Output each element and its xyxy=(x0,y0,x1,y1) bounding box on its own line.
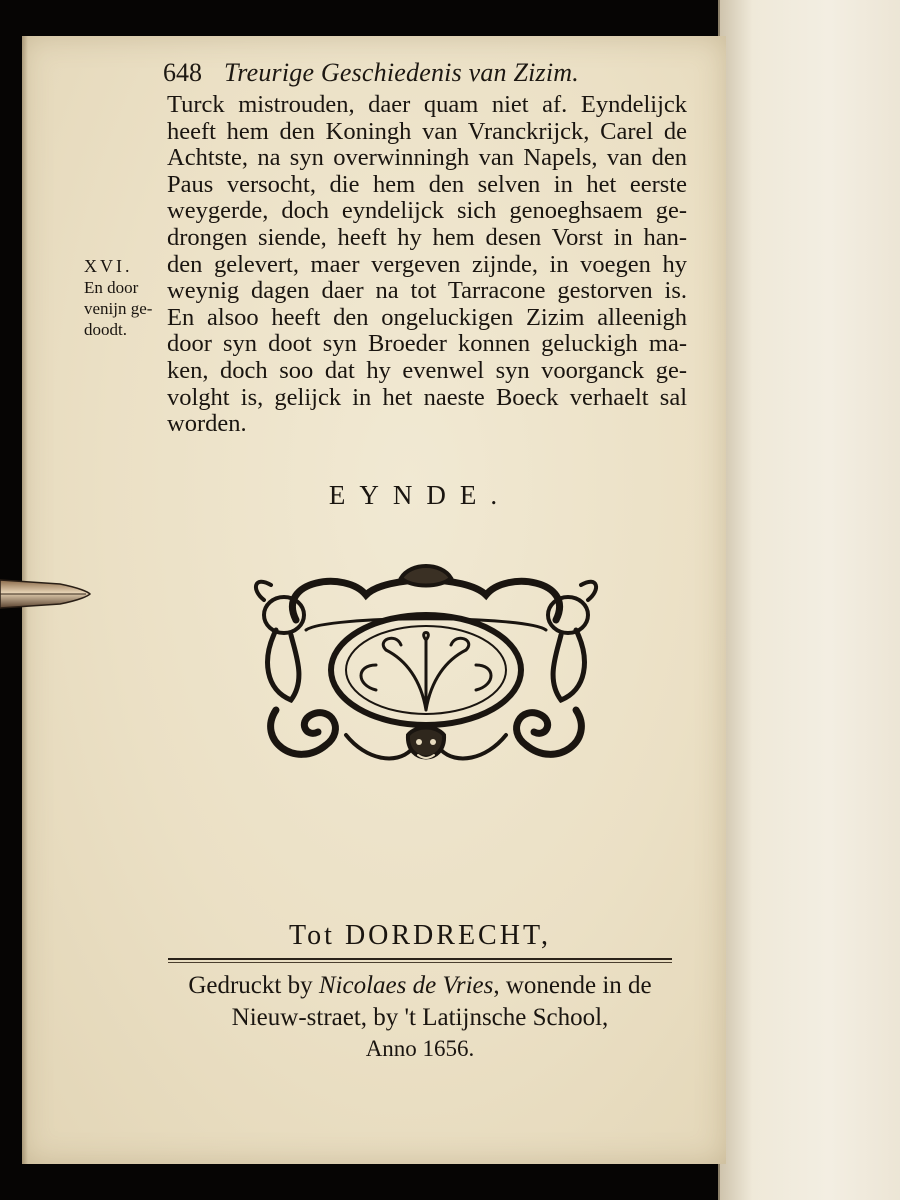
body-line: En alsoo heeft den ongeluckigen Zizim alleenigh xyxy=(167,303,687,331)
running-title: Treurige Geschiedenis van Zizim. xyxy=(224,58,579,87)
running-head xyxy=(163,58,683,92)
end-heading: EYNDE. xyxy=(328,480,512,510)
body-line: ken, doch soo dat hy evenwel syn voorganck ge- xyxy=(167,356,687,384)
body-line: Paus versocht, die hem den selven in het eerste xyxy=(167,170,687,198)
imprint-address-line: Nieuw-straet, by 't Latijnsche School, xyxy=(231,1004,609,1031)
body-line: weynig dagen daer na tot Tarracone gestorven is. xyxy=(167,277,687,305)
margin-note-line: doodt. xyxy=(84,320,127,339)
body-line: Turck mistrouden, daer quam niet af. Eyndelijck xyxy=(167,91,687,118)
body-line: heeft hem den Koningh van Vranckrijck, Carel de xyxy=(167,117,687,145)
margin-note-section: XVI. xyxy=(84,256,133,276)
bookmark-clip-icon xyxy=(0,574,92,614)
page-number: 648 xyxy=(163,58,202,87)
body-line: drongen siende, heeft hy hem desen Vorst in han- xyxy=(167,223,687,251)
imprint-rule-thin xyxy=(168,962,672,963)
woodcut-ornament-icon xyxy=(236,560,616,780)
margin-note-line: venijn ge- xyxy=(84,299,153,318)
imprint-suffix: , wonende in de xyxy=(493,972,652,999)
margin-note xyxy=(84,256,166,340)
imprint-printer-name: Nicolaes de Vries xyxy=(318,972,494,999)
body-line: volght is, gelijck in het naeste Boeck verhaelt sal xyxy=(167,383,687,411)
imprint-printer-line xyxy=(168,972,672,1000)
imprint-city: Tot DORDRECHT, xyxy=(289,920,551,951)
body-line: Achtste, na syn overwinningh van Napels, van den xyxy=(167,144,687,172)
body-line: den gelevert, maer vergeven zijnde, in voegen hy xyxy=(167,250,687,278)
facing-page xyxy=(718,0,900,1200)
body-line: weygerde, doch eyndelijck sich genoeghsaem ge- xyxy=(167,197,687,225)
body-text xyxy=(167,92,687,438)
imprint-year-line: Anno 1656. xyxy=(365,1036,475,1061)
body-line: door syn doot syn Broeder konnen geluckigh ma- xyxy=(167,330,687,358)
body-line: worden. xyxy=(167,410,247,438)
margin-note-line: En door xyxy=(84,278,139,297)
imprint-rule xyxy=(168,958,672,960)
imprint-prefix: Gedruckt by xyxy=(188,972,319,999)
